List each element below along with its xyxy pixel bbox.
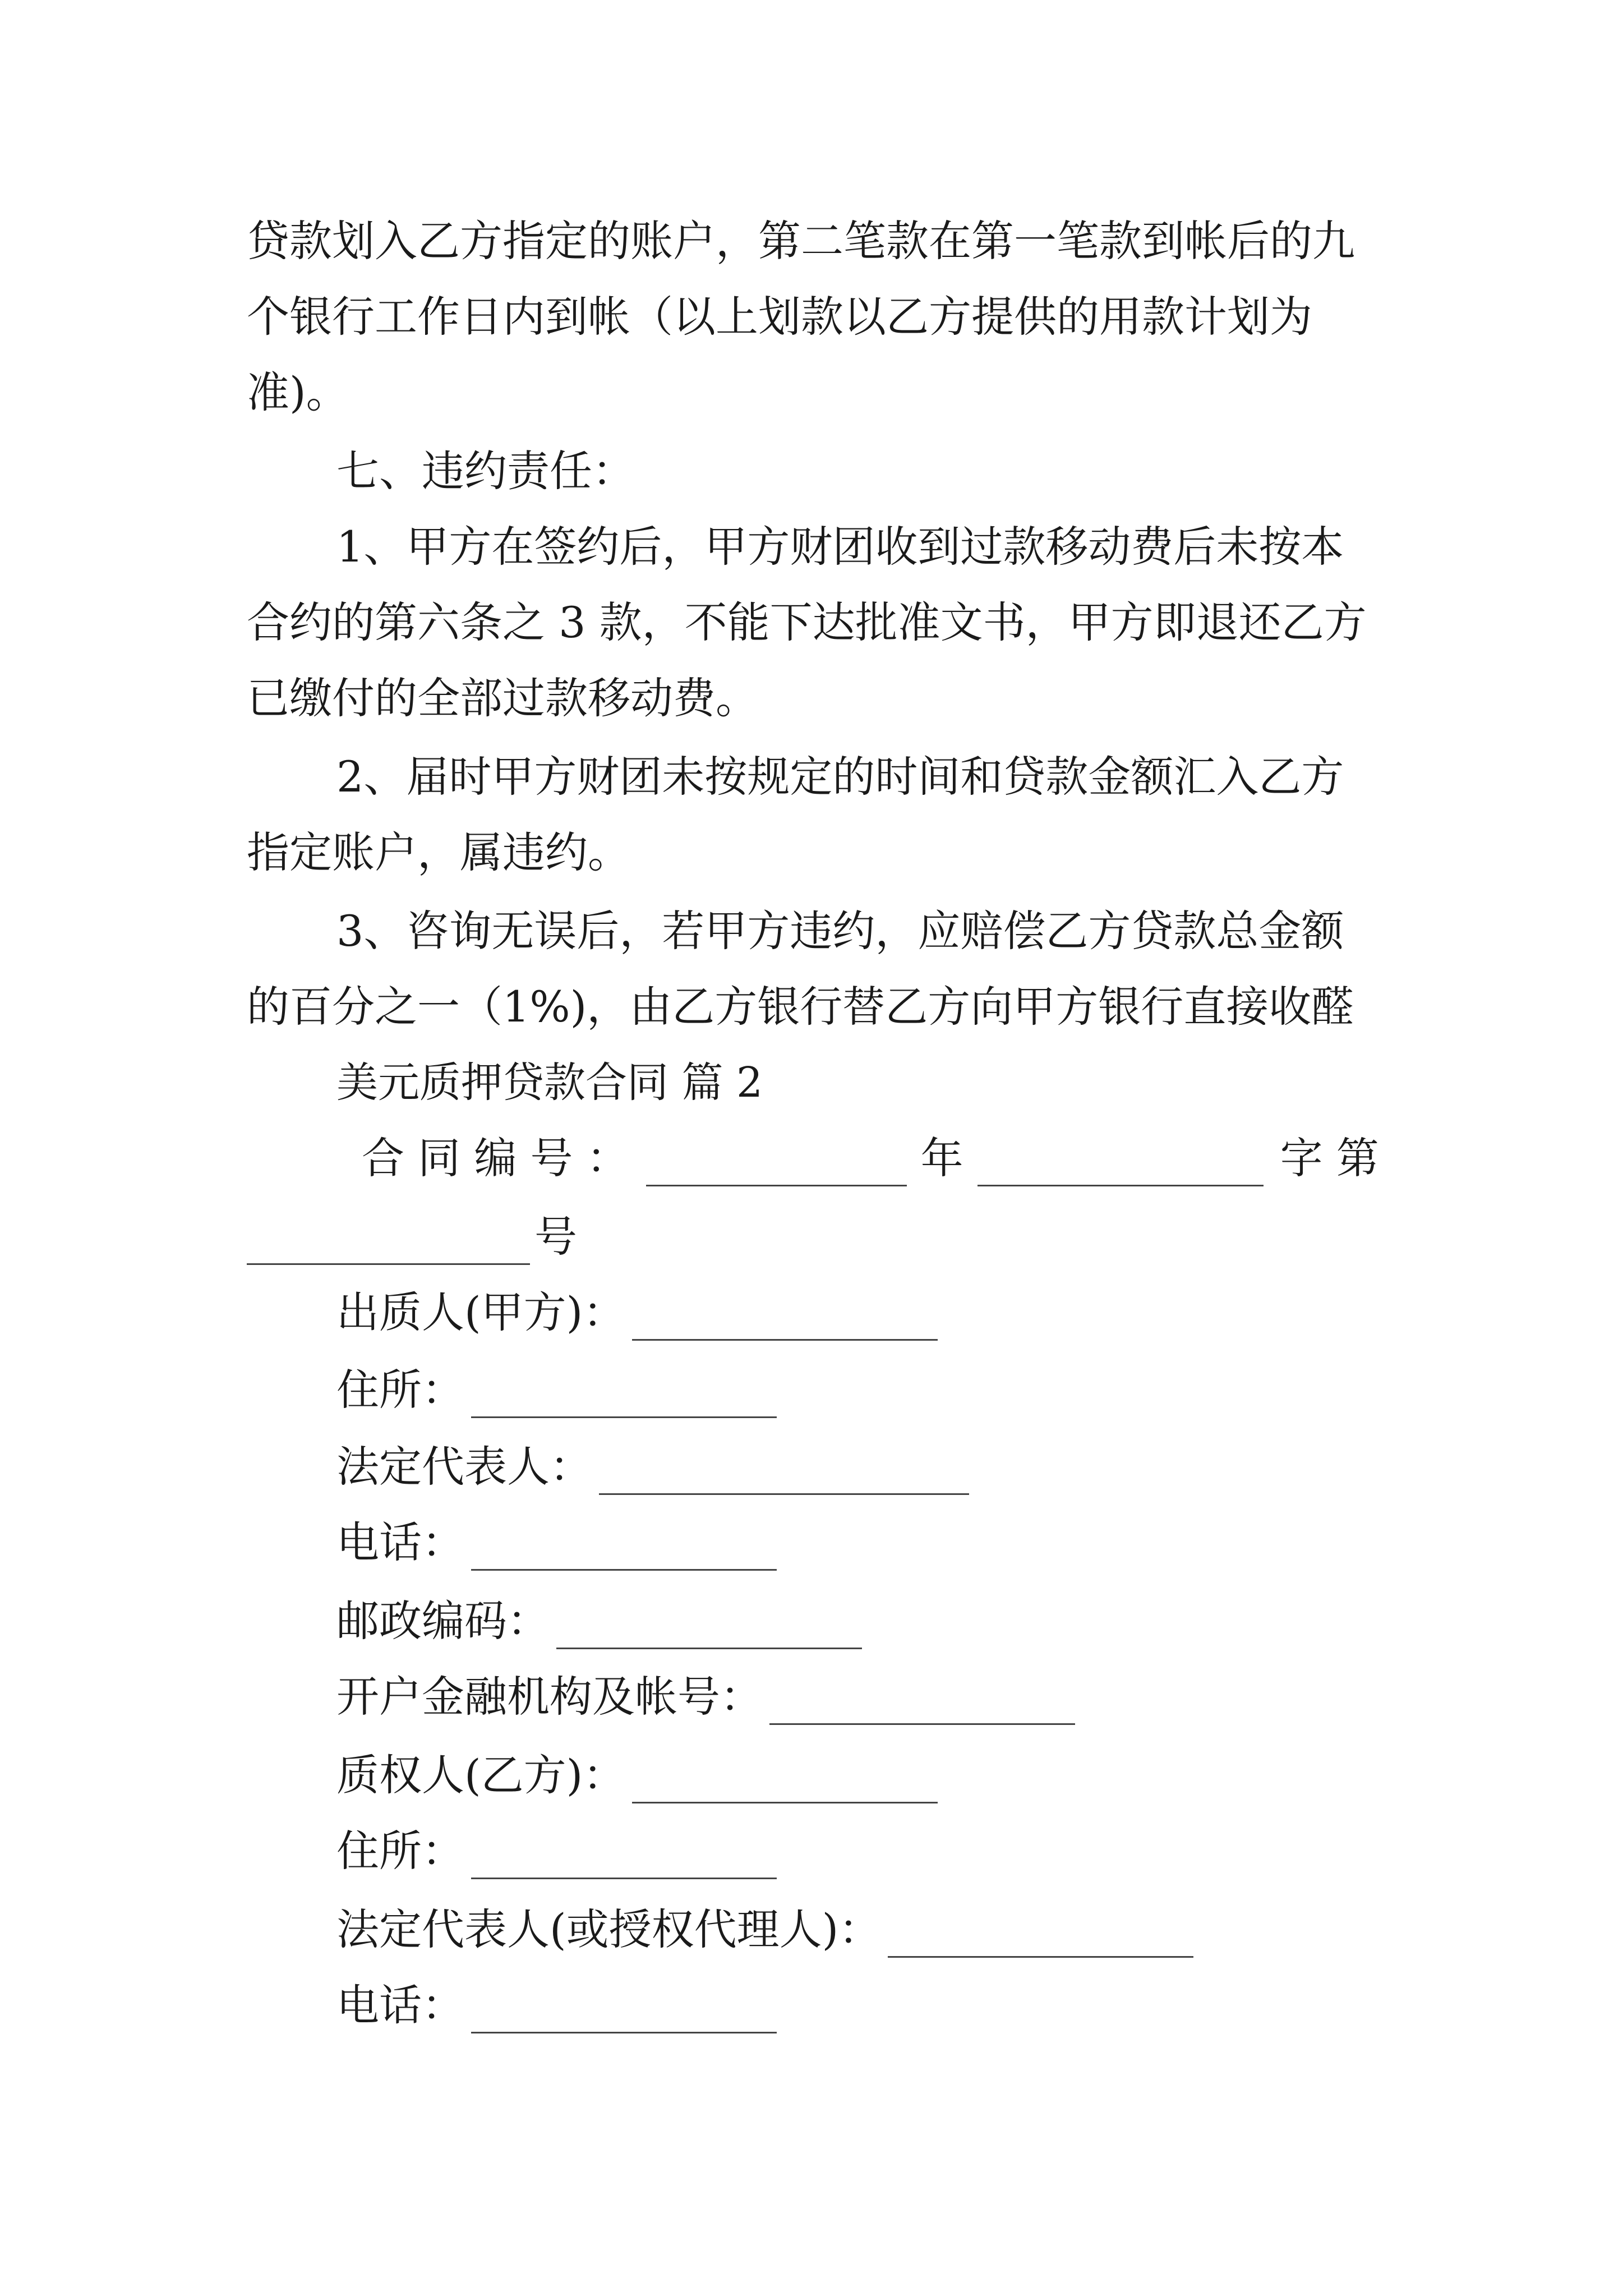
paragraph-line: 准)。	[247, 367, 349, 417]
field-label: 法定代表人：	[336, 1442, 592, 1492]
section-heading: 七、违约责任：	[336, 446, 635, 496]
pledgor-phone-field	[336, 1515, 1385, 1571]
pledgor-postcode-field	[336, 1593, 1385, 1649]
pledgee-blank[interactable]	[632, 1766, 938, 1803]
contract-number-label: 合 同 编 号 ：	[362, 1133, 629, 1183]
paragraph-line: 贷款划入乙方指定的账户，第二笔款在第一笔款到帐后的九	[247, 216, 1355, 266]
contract-number-hao-blank[interactable]	[247, 1227, 530, 1265]
contract-number-row	[362, 1130, 1385, 1186]
pledgee-address-blank[interactable]	[471, 1842, 777, 1879]
field-label: 住所：	[336, 1365, 464, 1415]
paragraph-line: 1、甲方在签约后，甲方财团收到过款移动费后未按本	[336, 522, 1344, 572]
paragraph-line: 2、届时甲方财团未按规定的时间和贷款金额汇入乙方	[336, 752, 1344, 802]
contract-number-hao-label: 号	[534, 1212, 577, 1262]
contract-title: 美元质押贷款合同 篇 2	[336, 1059, 763, 1107]
contract-number-year-blank[interactable]	[646, 1149, 907, 1186]
pledgor-bank-blank[interactable]	[769, 1687, 1075, 1725]
paragraph-line: 个银行工作日内到帐（以上划款以乙方提供的用款计划为	[247, 292, 1312, 342]
pledgor-field	[336, 1285, 1385, 1341]
pledgee-representative-blank[interactable]	[888, 1920, 1193, 1958]
pledgor-postcode-blank[interactable]	[556, 1612, 862, 1649]
pledgor-address-field	[336, 1362, 1385, 1418]
paragraph-line: 指定账户，属违约。	[247, 827, 630, 877]
paragraph-line: 合约的第六条之 3 款，不能下达批准文书，甲方即退还乙方	[247, 597, 1367, 647]
field-label: 电话：	[336, 1517, 464, 1567]
pledgor-phone-blank[interactable]	[471, 1533, 777, 1571]
paragraph-line: 的百分之一（1%)，由乙方银行替乙方向甲方银行直接收醛	[247, 982, 1354, 1032]
pledgor-representative-field	[336, 1439, 1385, 1495]
pledgor-blank[interactable]	[632, 1303, 938, 1341]
pledgee-representative-field	[336, 1902, 1385, 1958]
contract-number-year-label: 年	[920, 1133, 963, 1183]
field-label: 开户金融机构及帐号：	[336, 1672, 763, 1722]
field-label: 出质人(甲方)：	[336, 1287, 626, 1337]
paragraph-line: 已缴付的全部过款移动费。	[247, 673, 758, 723]
field-label: 邮政编码：	[336, 1596, 550, 1646]
pledgee-phone-blank[interactable]	[471, 1996, 777, 2033]
contract-number-zi-blank[interactable]	[978, 1149, 1264, 1186]
field-label: 电话：	[336, 1980, 464, 2030]
pledgee-field	[336, 1747, 1385, 1803]
pledgor-representative-blank[interactable]	[599, 1457, 969, 1495]
field-label: 质权人(乙方)：	[336, 1750, 626, 1800]
pledgor-address-blank[interactable]	[471, 1381, 777, 1418]
contract-number-row-2	[247, 1209, 1385, 1265]
contract-number-zi-label: 字 第	[1280, 1133, 1379, 1183]
pledgee-phone-field	[336, 1977, 1385, 2033]
paragraph-line: 3、咨询无误后，若甲方违约，应赔偿乙方贷款总金额	[336, 906, 1344, 956]
field-label: 法定代表人(或授权代理人)：	[336, 1904, 882, 1954]
field-label: 住所：	[336, 1826, 464, 1876]
pledgor-bank-field	[336, 1669, 1385, 1725]
pledgee-address-field	[336, 1823, 1385, 1879]
